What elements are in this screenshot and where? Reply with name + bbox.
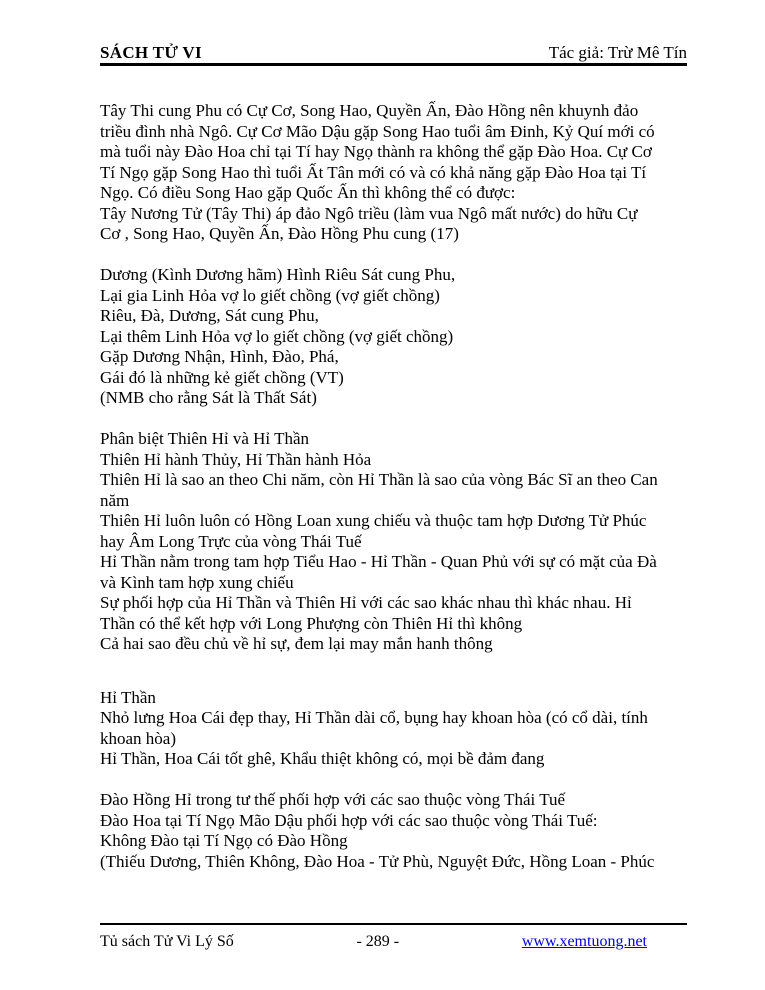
text-line: Lại thêm Linh Hỏa vợ lo giết chồng (vợ giết chồng) <box>100 326 454 346</box>
text-line: Gặp Dương Nhận, Hình, Đào, Phá, <box>100 347 339 366</box>
text-line: hay Âm Long Trực của vòng Thái Tuế <box>100 531 362 551</box>
text-line: Thiên Hỉ là sao an theo Chi năm, còn Hỉ Thần là sao của vòng Bác Sĩ an theo Can <box>100 470 658 489</box>
paragraph <box>100 101 692 245</box>
text-line: Tây Thi cung Phu có Cự Cơ, Song Hao, Quyền Ấn, Đào Hồng nên khuynh đảo <box>100 101 639 120</box>
header-author: Tác giả: Trừ Mê Tín <box>548 43 687 62</box>
text-line: năm <box>100 490 130 510</box>
text-line: Đào Hồng Hỉ trong tư thế phối hợp với các sao thuộc vòng Thái Tuế <box>100 790 566 809</box>
text-line: mà tuổi này Đào Hoa chỉ tại Tí hay Ngọ thành ra không thể gặp Đào Hoa. Cự Cơ <box>100 142 652 161</box>
text-line: Không Đào tại Tí Ngọ có Đào Hồng <box>100 831 348 850</box>
page-footer <box>100 932 687 952</box>
text-line: Hỉ Thần nằm trong tam hợp Tiểu Hao - Hỉ Thần - Quan Phủ với sự có mặt của Đà <box>100 552 657 571</box>
text-line: Đào Hoa tại Tí Ngọ Mão Dậu phối hợp với các sao thuộc vòng Thái Tuế: <box>100 810 598 830</box>
text-line: và Kình tam hợp xung chiếu <box>100 572 294 592</box>
text-line: Riêu, Đà, Dương, Sát cung Phu, <box>100 306 319 325</box>
page-header <box>100 42 687 63</box>
text-line: Thiên Hỉ luôn luôn có Hồng Loan xung chiếu và thuộc tam hợp Dương Tử Phúc <box>100 511 647 530</box>
paragraph <box>100 790 692 872</box>
document-body <box>100 101 692 872</box>
text-line: Tây Nương Tử (Tây Thi) áp đảo Ngô triều (làm vua Ngô mất nước) do hữu Cự <box>100 203 638 223</box>
paragraph <box>100 688 692 770</box>
text-line: Nhỏ lưng Hoa Cái đẹp thay, Hỉ Thần dài cổ, bụng hay khoan hòa (có cổ dài, tính <box>100 708 648 727</box>
text-line: (NMB cho rằng Sát là Thất Sát) <box>100 388 317 407</box>
text-line: Sự phối hợp của Hỉ Thần và Thiên Hỉ với các sao khác nhau thì khác nhau. Hỉ <box>100 593 632 612</box>
text-line: Cả hai sao đều chủ về hỉ sự, đem lại may mắn hanh thông <box>100 634 493 653</box>
paragraph <box>100 429 692 655</box>
header-rule <box>100 63 687 66</box>
paragraph <box>100 265 692 409</box>
text-line: Thiên Hỉ hành Thủy, Hỉ Thần hành Hỏa <box>100 449 372 469</box>
text-line: Dương (Kình Dương hãm) Hình Riêu Sát cung Phu, <box>100 265 456 284</box>
text-line: Phân biệt Thiên Hỉ và Hỉ Thần <box>100 429 310 448</box>
footer-link-area <box>522 932 687 952</box>
footer-page-number: - 289 - <box>356 933 400 950</box>
text-line: Thần có thể kết hợp với Long Phượng còn Thiên Hỉ thì không <box>100 613 523 633</box>
footer-series-title: Tủ sách Tử Vi Lý Số <box>100 933 234 950</box>
text-line: Hỉ Thần <box>100 687 156 707</box>
text-line: Cơ , Song Hao, Quyền Ấn, Đào Hồng Phu cung (17) <box>100 224 459 243</box>
text-line: (Thiếu Dương, Thiên Không, Đào Hoa - Tử Phù, Nguyệt Đức, Hồng Loan - Phúc <box>100 851 655 871</box>
text-line: triều đình nhà Ngô. Cự Cơ Mão Dậu gặp Song Hao tuổi âm Đinh, Kỷ Quí mới có <box>100 121 655 141</box>
text-line: Ngọ. Có điều Song Hao gặp Quốc Ấn thì không thể có được: <box>100 183 516 202</box>
footer-website-link[interactable]: www.xemtuong.net <box>521 933 647 950</box>
text-line: Tí Ngọ gặp Song Hao thì tuổi Ất Tân mới có và có khả năng gặp Đào Hoa tại Tí <box>100 162 647 182</box>
text-line: Gái đó là những kẻ giết chồng (VT) <box>100 367 344 387</box>
text-line: Lại gia Linh Hỏa vợ lo giết chồng (vợ giết chồng) <box>100 285 440 305</box>
text-line: Hỉ Thần, Hoa Cái tốt ghê, Khẩu thiệt không có, mọi bề đảm đang <box>100 749 545 768</box>
footer-rule <box>100 923 687 925</box>
header-book-title: SÁCH TỬ VI <box>100 43 202 62</box>
text-line: khoan hòa) <box>100 728 177 748</box>
